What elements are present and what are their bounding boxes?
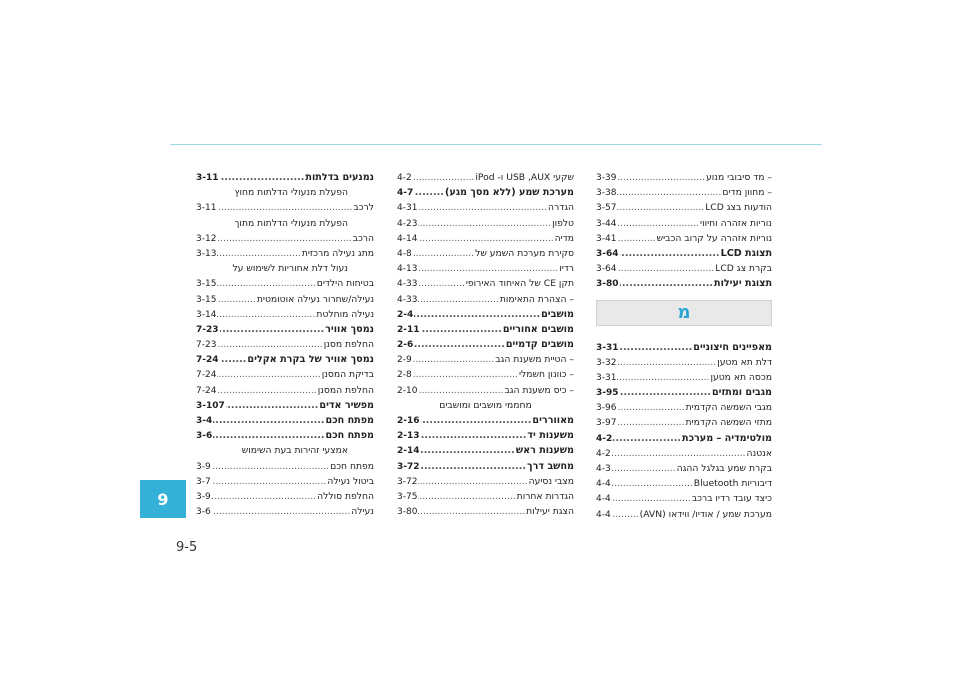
leader-dots xyxy=(213,428,324,443)
entry-page-ref: 2-6 xyxy=(397,340,414,351)
index-entry xyxy=(596,355,772,370)
entry-page-ref: 3-39 xyxy=(596,173,617,183)
entry-page-ref: 3-64 xyxy=(596,248,619,259)
index-entry xyxy=(596,446,772,461)
index-entry xyxy=(596,216,772,231)
leader-dots xyxy=(421,459,527,474)
leader-dots xyxy=(220,322,325,337)
index-entry xyxy=(196,474,374,489)
entry-page-ref: 7-23 xyxy=(196,340,217,351)
leader-dots xyxy=(418,504,525,519)
index-entry xyxy=(397,489,574,504)
entry-title: החלפת המסנן xyxy=(317,384,374,396)
leader-dots xyxy=(217,337,322,352)
index-heading xyxy=(397,459,574,474)
leader-dots xyxy=(212,474,327,489)
index-heading xyxy=(196,322,374,337)
index-entry xyxy=(196,261,374,276)
entry-page-ref: 4-2 xyxy=(596,448,611,459)
leader-dots xyxy=(617,170,705,185)
entry-page-ref: 2-14 xyxy=(397,446,420,457)
entry-title: מושבים קדמיים xyxy=(505,339,574,351)
index-column-right xyxy=(596,170,772,522)
leader-dots xyxy=(612,476,693,491)
entry-title: הרכב xyxy=(352,232,374,244)
entry-title: תצוגת יעילות xyxy=(714,278,772,290)
entry-page-ref: 4-31 xyxy=(397,203,418,214)
entry-page-ref: 4-2 xyxy=(397,173,412,183)
leader-dots xyxy=(413,367,518,382)
entry-page-ref: 4-33 xyxy=(397,279,418,290)
entry-page-ref: 3-97 xyxy=(596,418,617,429)
entry-title: מאפיינים חיצוניים xyxy=(693,341,772,353)
entry-title: החלפת מסנן xyxy=(323,339,374,351)
leader-dots xyxy=(421,322,502,337)
leader-dots xyxy=(421,428,527,443)
index-heading xyxy=(397,413,574,428)
index-entry xyxy=(596,400,772,415)
index-letter-heading: מ xyxy=(596,300,772,326)
index-heading xyxy=(397,307,574,322)
entry-title: שקעי USB ,AUX ו- iPod xyxy=(475,172,574,183)
leader-dots xyxy=(414,337,505,352)
entry-title: ביטול נעילה xyxy=(327,475,374,487)
index-entry xyxy=(397,292,574,307)
entry-title: החלפת סוללה xyxy=(317,490,374,502)
entry-page-ref: 3-11 xyxy=(196,173,219,183)
entry-title: נמסך אוויר של בקרת אקלים xyxy=(247,354,374,366)
index-entry xyxy=(397,398,574,413)
leader-dots xyxy=(612,446,746,461)
index-entry xyxy=(196,489,374,504)
entry-title: מפשיר אדים xyxy=(319,399,374,411)
entry-title: תקן CE של האיחוד האירופי xyxy=(465,278,574,290)
entry-page-ref: 3-13 xyxy=(196,248,217,259)
leader-dots xyxy=(421,413,532,428)
entry-page-ref: 7-23 xyxy=(196,324,219,335)
index-heading xyxy=(196,170,374,185)
leader-dots xyxy=(617,216,699,231)
index-entry xyxy=(596,491,772,506)
entry-page-ref: 4-4 xyxy=(596,494,611,505)
leader-dots xyxy=(418,200,547,215)
index-entry xyxy=(596,476,772,491)
index-entry xyxy=(596,370,772,385)
index-column-left xyxy=(196,170,374,519)
leader-dots xyxy=(217,307,315,322)
leader-dots xyxy=(418,216,551,231)
leader-dots xyxy=(226,398,319,413)
leader-dots xyxy=(213,413,324,428)
index-entry xyxy=(397,200,574,215)
entry-page-ref: 3-9 xyxy=(196,491,211,502)
entry-title: נעילה מוחלטת xyxy=(316,308,374,320)
leader-dots xyxy=(217,367,320,382)
leader-dots xyxy=(212,504,351,519)
page-number: 9-5 xyxy=(176,540,198,555)
entry-title: – כוונון חשמלי xyxy=(518,369,574,381)
entry-page-ref: 3-7 xyxy=(196,476,211,487)
leader-dots xyxy=(613,431,681,446)
entry-title: נוריות אזהרה על קרוב הכביש xyxy=(656,232,772,244)
entry-title: נמסך אוויר xyxy=(325,323,374,335)
entry-page-ref: 2-9 xyxy=(397,355,412,366)
entry-page-ref: 4-33 xyxy=(397,294,418,305)
entry-title: מושבים אחוריים xyxy=(502,323,574,335)
leader-dots xyxy=(620,246,720,261)
index-column-middle xyxy=(397,170,574,519)
entry-title: מערכת שמע (ללא מסך מגע) xyxy=(444,187,574,199)
index-entry xyxy=(397,383,574,398)
index-entry xyxy=(196,337,374,352)
leader-dots xyxy=(414,307,540,322)
leader-dots xyxy=(413,246,474,261)
entry-page-ref: 2-13 xyxy=(397,431,420,442)
index-entry xyxy=(196,504,374,519)
entry-title: מערכת שמע / אודיו/ ווידאו (AVN) xyxy=(639,508,772,520)
index-heading xyxy=(397,185,574,200)
entry-page-ref: 3-12 xyxy=(196,233,217,244)
entry-title: מפתח חכם xyxy=(325,415,374,426)
index-entry xyxy=(196,246,374,261)
leader-dots xyxy=(413,352,495,367)
entry-title: – הטיית משענת הגב xyxy=(495,354,574,366)
index-entry xyxy=(596,231,772,246)
index-heading xyxy=(397,443,574,458)
index-entry xyxy=(397,231,574,246)
index-entry xyxy=(596,415,772,430)
entry-title: הצגת יעילות xyxy=(526,506,574,518)
entry-title: בטיחות הילדים xyxy=(316,278,374,290)
entry-title: מתזי השמשה הקדמית xyxy=(685,417,772,429)
entry-title: רדיו xyxy=(559,263,574,275)
index-heading xyxy=(397,322,574,337)
entry-title: – כיס משענת הגב xyxy=(504,384,574,396)
index-entry xyxy=(596,461,772,476)
index-entry xyxy=(196,292,374,307)
entry-page-ref: 3-72 xyxy=(397,476,418,487)
index-entry xyxy=(397,504,574,519)
entry-title: אנטנה xyxy=(746,447,772,459)
entry-title: הגדרות אחרות xyxy=(516,490,574,502)
leader-dots xyxy=(617,185,721,200)
index-heading xyxy=(596,246,772,261)
leader-dots xyxy=(217,200,352,215)
index-entry xyxy=(196,185,374,200)
entry-title: כיצד עובד רדיו ברכב xyxy=(691,493,772,505)
entry-page-ref: 3-14 xyxy=(196,309,217,320)
index-heading xyxy=(596,340,772,355)
entry-title: לרכב xyxy=(353,202,374,214)
entry-page-ref: 3-32 xyxy=(596,357,617,368)
entry-page-ref: 4-13 xyxy=(397,264,418,275)
index-entry xyxy=(196,307,374,322)
index-entry xyxy=(397,352,574,367)
entry-title: הפעלת מנעולי הדלתות מתוך xyxy=(234,217,348,229)
entry-page-ref: 3-31 xyxy=(596,342,619,353)
entry-title: סקירת מערכת השמע של xyxy=(475,247,574,259)
index-entry xyxy=(397,474,574,489)
entry-page-ref: 3-72 xyxy=(397,461,420,472)
leader-dots xyxy=(620,385,711,400)
entry-title: בקרת צג LCD xyxy=(715,263,772,275)
entry-title: טלפון xyxy=(552,217,574,229)
leader-dots xyxy=(217,276,315,291)
index-entry xyxy=(397,246,574,261)
index-heading xyxy=(596,431,772,446)
entry-title: – מד סיבובי מנוע xyxy=(706,172,772,183)
entry-page-ref: 3-80 xyxy=(397,507,418,518)
entry-page-ref: 4-7 xyxy=(397,188,414,199)
entry-page-ref: 2-11 xyxy=(397,324,420,335)
index-entry xyxy=(596,170,772,185)
entry-title: נעילה xyxy=(351,506,374,518)
leader-dots xyxy=(617,355,716,370)
leader-dots xyxy=(414,185,444,200)
entry-page-ref: 4-14 xyxy=(397,233,418,244)
index-entry xyxy=(397,261,574,276)
entry-page-ref: 3-4 xyxy=(196,416,213,426)
entry-page-ref: 3-80 xyxy=(596,279,619,290)
index-heading xyxy=(397,428,574,443)
index-entry xyxy=(596,200,772,215)
index-entry xyxy=(397,216,574,231)
leader-dots xyxy=(418,231,553,246)
index-entry xyxy=(397,170,574,185)
leader-dots xyxy=(617,231,655,246)
leader-dots xyxy=(217,231,351,246)
index-heading xyxy=(196,352,374,367)
top-rule xyxy=(170,144,822,145)
leader-dots xyxy=(617,200,704,215)
index-entry xyxy=(596,261,772,276)
entry-title: מושבים xyxy=(541,308,574,320)
entry-title: מכסה תא מטען xyxy=(710,371,772,383)
entry-page-ref: 3-6 xyxy=(196,507,211,518)
index-entry xyxy=(196,276,374,291)
leader-dots xyxy=(418,276,464,291)
entry-page-ref: 3-96 xyxy=(596,403,617,414)
leader-dots xyxy=(418,474,527,489)
entry-title: מתג נעילה מרכזית xyxy=(301,247,374,259)
index-entry xyxy=(196,459,374,474)
index-entry xyxy=(397,276,574,291)
entry-page-ref: 7-24 xyxy=(196,385,217,396)
index-entry xyxy=(596,507,772,522)
entry-title: מגבי השמשה הקדמית xyxy=(685,402,772,414)
entry-page-ref: 3-57 xyxy=(596,203,617,214)
entry-title: נוריות אזהרה וחיווי xyxy=(700,217,772,229)
leader-dots xyxy=(612,491,691,506)
entry-page-ref: 4-4 xyxy=(596,509,611,520)
leader-dots xyxy=(217,246,300,261)
index-heading xyxy=(196,398,374,413)
index-entry xyxy=(596,185,772,200)
leader-dots xyxy=(212,489,316,504)
entry-page-ref: 2-10 xyxy=(397,385,418,396)
entry-page-ref: 3-11 xyxy=(196,203,217,214)
leader-dots xyxy=(413,170,475,185)
index-entry xyxy=(196,200,374,215)
entry-page-ref: 4-8 xyxy=(397,248,412,259)
entry-page-ref: 4-3 xyxy=(596,464,611,474)
leader-dots xyxy=(620,340,693,355)
entry-page-ref: 3-107 xyxy=(196,400,225,411)
entry-page-ref: 3-75 xyxy=(397,491,418,502)
leader-dots xyxy=(617,370,709,385)
entry-title: משענות יד xyxy=(527,430,574,442)
entry-page-ref: 3-95 xyxy=(596,388,619,399)
entry-title: מצבי נסיעה xyxy=(528,475,574,487)
entry-title: הודעות בצג LCD xyxy=(705,202,772,214)
entry-title: מחממי מושבים ומושבים xyxy=(439,399,532,411)
entry-page-ref: 3-15 xyxy=(196,279,217,290)
index-entry xyxy=(196,367,374,382)
index-entry xyxy=(196,443,374,458)
index-heading xyxy=(397,337,574,352)
leader-dots xyxy=(217,292,255,307)
leader-dots xyxy=(220,170,305,185)
entry-page-ref: 7-24 xyxy=(196,370,217,381)
index-entry xyxy=(196,216,374,231)
index-heading xyxy=(196,413,374,428)
entry-page-ref: 3-41 xyxy=(596,233,617,244)
leader-dots xyxy=(617,400,684,415)
entry-title: נעילה/שחרור נעילה אוטומטית xyxy=(256,293,374,305)
entry-page-ref: 3-44 xyxy=(596,218,617,229)
leader-dots xyxy=(418,383,503,398)
entry-title: אמצעי זהירות בעת השימוש xyxy=(241,445,348,457)
entry-title: מפתח חכם xyxy=(330,460,374,472)
entry-page-ref: 3-6 xyxy=(196,431,213,442)
entry-title: בדיקת המסנן xyxy=(321,369,374,381)
entry-page-ref: 4-23 xyxy=(397,218,418,229)
entry-title: – מחוון מדים xyxy=(722,187,772,199)
entry-page-ref: 3-38 xyxy=(596,188,617,199)
entry-title: הגדרה xyxy=(548,202,574,214)
index-heading xyxy=(596,385,772,400)
entry-page-ref: 3-9 xyxy=(196,461,211,472)
entry-title: הפעלת מנעולי הדלתות מחוץ xyxy=(234,187,348,199)
index-entry xyxy=(196,231,374,246)
leader-dots xyxy=(220,352,247,367)
entry-title: נמנעים בדלתות xyxy=(305,172,374,183)
index-entry xyxy=(397,367,574,382)
leader-dots xyxy=(418,489,515,504)
entry-title: משענות ראש xyxy=(515,445,574,457)
entry-page-ref: 3-31 xyxy=(596,372,617,383)
entry-title: מגבים ומתזים xyxy=(711,387,772,399)
chapter-tab: 9 xyxy=(140,480,186,518)
index-heading xyxy=(596,276,772,291)
entry-page-ref: 2-8 xyxy=(397,370,412,381)
entry-page-ref: 4-4 xyxy=(596,479,611,490)
entry-title: תצוגת LCD xyxy=(720,247,772,259)
entry-title: מולטימדיה – מערכת xyxy=(682,432,772,444)
leader-dots xyxy=(617,415,684,430)
entry-title: נעול דלת אחוריות לשימוש על xyxy=(232,263,348,275)
entry-page-ref: 4-2 xyxy=(596,433,613,444)
entry-title: דלת תא מטען xyxy=(717,356,772,368)
leader-dots xyxy=(617,261,714,276)
leader-dots xyxy=(421,443,515,458)
entry-title: – הצהרת התאימות xyxy=(499,293,574,305)
index-entry xyxy=(196,383,374,398)
entry-title: מדיה xyxy=(554,232,574,244)
leader-dots xyxy=(620,276,713,291)
index-heading xyxy=(196,428,374,443)
entry-page-ref: 3-64 xyxy=(596,264,617,275)
entry-page-ref: 7-24 xyxy=(196,355,219,366)
entry-page-ref: 2-16 xyxy=(397,416,420,426)
entry-page-ref: 2-4 xyxy=(397,309,414,320)
entry-title: מפתח חכם xyxy=(325,430,374,442)
entry-title: מאווררים xyxy=(532,415,574,426)
entry-title: דיבוריות Bluetooth xyxy=(693,478,772,490)
leader-dots xyxy=(217,383,316,398)
leader-dots xyxy=(418,261,558,276)
leader-dots xyxy=(418,292,498,307)
leader-dots xyxy=(612,507,639,522)
entry-title: בקרת שמע בגלגל ההגה xyxy=(676,463,772,474)
entry-page-ref: 3-15 xyxy=(196,294,217,305)
leader-dots xyxy=(612,461,676,476)
entry-title: מחשב דרך xyxy=(527,460,574,472)
leader-dots xyxy=(212,459,329,474)
